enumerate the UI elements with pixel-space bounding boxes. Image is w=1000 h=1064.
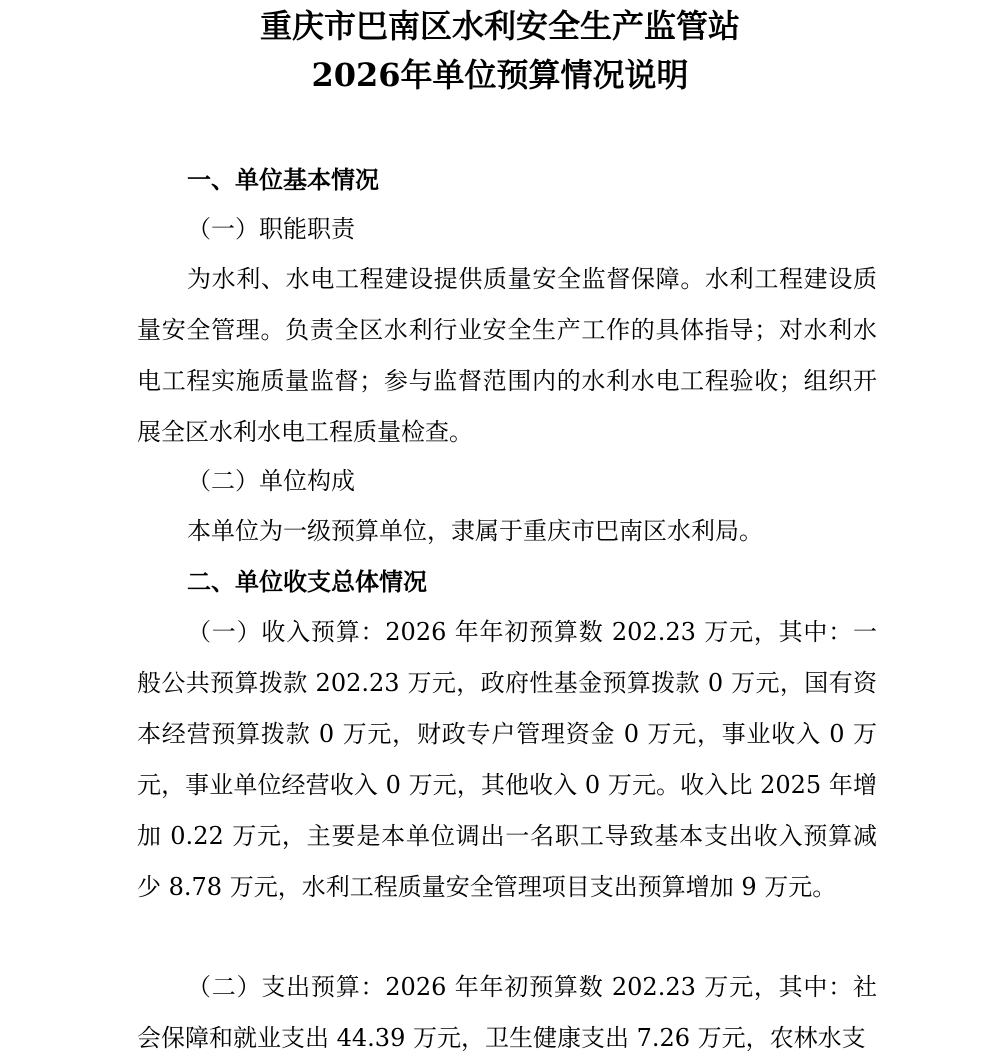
subsection-heading-duties: （一）职能职责	[187, 215, 355, 243]
document-title: 重庆市巴南区水利安全生产监管站	[259, 7, 740, 45]
subsection-heading-structure: （二）单位构成	[187, 467, 355, 495]
paragraph-expense-budget: （二）支出预算：2026 年年初预算数 202.23 万元，其中：社会保障和就业支出 44.39 万元，卫生健康支出 7.26 万元，农林水支	[137, 973, 877, 1052]
section-heading-budget-overview: 二、单位收支总体情况	[187, 567, 427, 596]
document-subtitle: 2026年单位预算情况说明	[311, 56, 689, 94]
section-heading-basic-info: 一、单位基本情况	[187, 165, 379, 194]
paragraph-income-budget: （一）收入预算：2026 年年初预算数 202.23 万元，其中：一般公共预算拨款 202.23 万元，政府性基金预算拨款 0 万元，国有资本经营预算拨款 0 万元，财政专户管理资金 0 万元，事业收入 0 万元，事业单位经营收入 0 万元，其他收入 0 万元。收入比 2025 年增加 0.22 万元，主要是本单位调出一名职工导致基本支出收入预算减少 8.78 万元，水利工程质量安全管理项目支出预算增加 9 万元。	[137, 618, 877, 901]
paragraph-structure: 本单位为一级预算单位，隶属于重庆市巴南区水利局。	[187, 517, 763, 545]
paragraph-duties: 为水利、水电工程建设提供质量安全监督保障。水利工程建设质量安全管理。负责全区水利行业安全生产工作的具体指导；对水利水电工程实施质量监督；参与监督范围内的水利水电工程验收；组织开展全区水利水电工程质量检查。	[137, 265, 877, 446]
